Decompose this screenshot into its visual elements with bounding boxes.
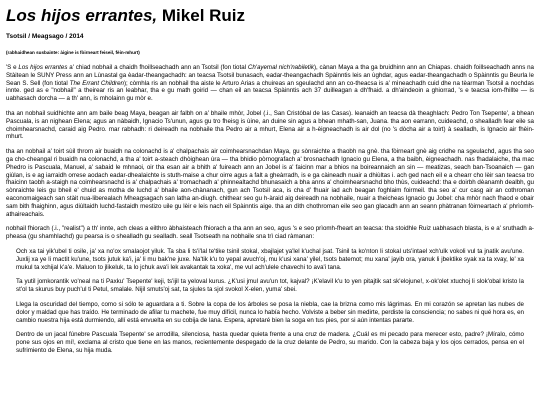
content-warning: (rabhaidhean susbainte: àigine is fòirneart feiseil, fèin-mhurt)	[6, 50, 140, 55]
quote-tsotsil-2: Ta yutil jomkorantik vo'neal na ti Paxku' Tsepente' keji, ts'ijil ta yeloval kurus. ¿K'usi jmul avu'un tot, kajval? ¡K'elavil k'u to yen pitajtik sat sk'elojune!, x-ok'olet xtuchoj li slok'obal kristo la st'ol ta skurus buy puch'ul ti Petul, smalale. Nijil smuts'oj sat, ta sjules ta sjol svokol X-elen, yuma' sbei.	[16, 278, 524, 294]
quotation	[16, 248, 524, 355]
quote-tsotsil-1: Och xa tai yik'ubel ti osile, ja' xa no'ox smalaojot yiluk. Ta sba li ts'i'lal te'tike tsinil stokal, xbajlajet ya'lel k'uchal jsat. Tsinil ta ko'nton li stokal uts'intael xch'ulk vokoli vul ta jnatik avu'une. Juxlij xa ye li mactit ku'une, tsots jutuk ka'i, ja' li mu bak'ne juxe. Na'tik k'u to yepal avuch'oj, mu k'usi xana' yilel, tsots batemot; mu xana' jayib ora, yanuk li jbektike syak xa ta xvay, le' xa mukul ta xchijal k'a'e. Maluon to jlikeluk, ta lo jchuk ava'i lek avakantak ta xoka', me vul ach'ulele chavechi to ava'i tana.	[16, 247, 524, 271]
p1-italic-title: Los hijos errantes	[18, 64, 68, 71]
p1-text-c: ), cànan Maya a tha ga bruidhinn ann an Chiapas. chaidh foillseachadh anns na Stàitean le SUNY Press ann an Lùnastal ga èadar-theangachadh: an teacsa Tsotsil bunasach, eadar-theangachadh Spàinntis leis an ùghdar, agus eadar-theangachadh o Spàinntis gu Beurla le Sean S. Sell (fon tiotal	[6, 64, 534, 87]
paragraph-4: nobhail fhiorach (.i., "realist") a th' innte, ach cleas a eilthro àbhaisteach fhiorach a tha ann an seo, agus 's e seo prìomh-fheart an teacsa: tha stoidhle Ruiz uabhasach blasta, is e a' sruthadh a-pheasa (gu shamhlachd) gu pearsa is o shealladh gu sealladh. seall Tsotseath na nobhaile sna trì ciad ràmanan:	[6, 225, 534, 241]
book-author: Mikel Ruiz	[157, 6, 246, 25]
p1-italic-english-title: The Errant Children	[69, 79, 124, 87]
quote-spanish-1: Llega la oscuridad del tiempo, como si sólo te aguardara a ti. Sobre la copa de los árboles se posa la niebla, cae la brizna como mis lágrimas. En mi corazón se apretan las nubes de dolor y maldad que has traído. He terminado de afilar tu machete, fue muy difícil, nunca lo había hecho. Volviste a beber sin medirte, perdiste la consciencia; no sabes ni qué hora es, en cambio nuestra hija está durmiendo, allí está envuelta en su cobija de lana. Espera, apretaré bien la soga en tus pies, por si aún intentas pararte.	[16, 300, 524, 324]
paragraph-3: tha an nobhail a' toirt sùil throm air buaidh na colonachd is a' chalpachais air coimhearsnachdan Maya, gu sònraichte a thaobh na gnè. tha fòirneart gnè aig cridhe na sgeulachd, agus tha seo ga cho-cheangal ri buaidh na colonachd, a tha a' toirt a-steach dhòighean ùra — tha bhidio pòrnografach a' brosnachadh Ignacio gu Elena, a tha baibh, èigneachadh. nas fhadalaiche, tha mac Phedro is Pascuala, Manuel, a' sabaid le mhnaoi, oir tha esan air a bhith a' fuireach ann an Jobel is a' faicinn mar a bhios na boireannaich an sin — meatizas, seach ban-Tsoanaich — gan giùlan, is e ag iarraidh orrese aodach eadar-dhealaichte is stuth-maise a chur oirre agus a falt a gheàrradh, is e ga càineadh nuair a dhiùltas i. ach ged nach eil e a chearr cho lèir san teacsa tro fhaicinn taobh a-staigh na coimhearsnachd is a' chalpachais a' tromachadh a' phinnealtachd bhunasaich a bha anns a' choimhearsnachd bho thùs, cuideachd: tha e doirbh dèanamh dealbh, gu sònraichte leis gu bheil e' chuid as motha de luchd a' bhaile aon-chànanach, gun ach Tsotsil aca, is cha d' fhuair iad ach beagan foghlaim foirmeil. tha seo a' cur casg air an cothroman eaconomaigeach san stàit nua-liberealach Mheagsagach san latha an-diugh. chithear seo gu h-àraid aig deireadh na nobhaile, nuair a theicheas Ignacio gu Jobel: cha mhòr nach fhaod e obair sam bith fhaighinn, agus diùltaidh luchd-fastaidh mestizo uile gu lèir e leis nach eil Spàinntis aige. tha an dìth chothroman eile seo gan glacadh ann an seann phàtranan fòirneartach a' phrìomh-athaireachais.	[6, 148, 534, 218]
p1-text-d: ); còmhla ris an nobhail tha aiste le Arturo Arias a chuireas an sgeulachd ann an co-theacsa is a' mìneachadh cuid dhe na tèarman Tsotsil a nochdas innte. ged as e "nobhail" a theirear ris an leabhar, tha e gu math goirid — chan eil an teacsa Spàinntis ach 37 duilleagan a dh'fhaid. a dh'aindeoin a ghiorrad, 's e teacsa iom-fhillte — is uabhasach dorcha — a th' ann, is mholainn gu mòr e.	[6, 79, 534, 103]
book-title: Los hijos errantes,	[6, 6, 158, 25]
p1-text-b: a' chiad nobhail a chaidh fhoillseachadh ann an Tsotsil (fon tiotal	[67, 64, 248, 71]
paragraph-1	[6, 64, 534, 103]
p1-text-a: 'S e	[6, 64, 19, 71]
quote-spanish-2: Dentro de un jacal fúnebre Pascuala Tsepente' se arrodilla, silenciosa, hasta quedar quieta frente a una cruz de madera. ¿Cuál es mi pecado para merecer esto, padre? ¡Míralo, cómo pone sus ojos en mí!, exclama al cristo que tiene en las manos, recientemente despegado de la cruz delante de Pedro, su marido. Con la cabeza baja y los ojos cerrados, pensa en el sufrimiento de Elena, su hija muda.	[16, 331, 524, 354]
article-meta: Tsotsil / Meagsago / 2014	[6, 33, 84, 40]
article-title	[6, 6, 534, 26]
p1-italic-tsotsil-title: Ch'ayemal nich'nabiletik	[247, 64, 314, 71]
paragraph-2: tha an nobhail suidhichte ann am baile beag Maya, beagan air falbh on a' bhaile mhòr, Jobel (.i., San Cristóbal de las Casas). leanaidh an teacsa dà theaghlach: Pedro Ton Tsepente', a bhean Pascuala, is an nighean Elena; agus an nàbaidh, Ignacio Ts'unun, agus gu tro fheisg is ùine, an duine sin agus a bhean mhath-san, Juana. tha aon earrann, cuideachd, o shealladh fear eile sa choimhearsnachd, caraid aig Pedro. mar rabhadh: ri deireadh na nobhaile tha Pedro air a mhurt, Elena air a h-èigneachadh is air dol (no 's dòcha air a toirt) à sealladh, is Ignacio air fhèin-mhurt.	[6, 109, 534, 141]
